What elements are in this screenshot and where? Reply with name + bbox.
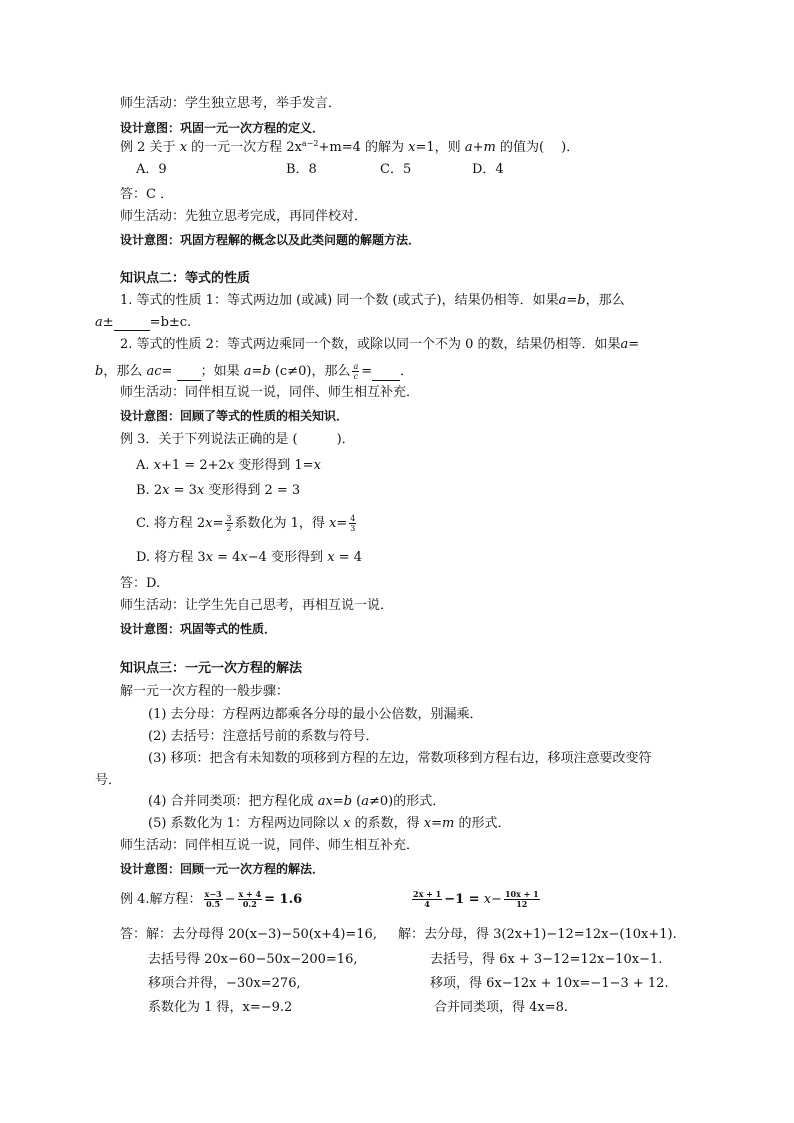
example-2-question <box>120 140 579 157</box>
fill-blank-2[interactable] <box>177 368 201 381</box>
s4-b: b <box>343 794 353 809</box>
ex2-option-a: A．9 <box>136 162 167 177</box>
ex3d-text-e: −4 变形得到 <box>247 550 324 565</box>
solution-left-4: 系数化为 1 得，x=−9.2 <box>148 1000 293 1015</box>
step-1: (1) 去分母：方程两边都乘各分母的最小公倍数，别漏乘． <box>148 707 483 722</box>
ex2-exponent: a−2 <box>301 139 319 148</box>
ex2-text-c: 的一元一次方程 2x <box>191 140 302 155</box>
example-3-question: 例 3．关于下列说法正确的是 ( )． <box>120 432 355 447</box>
equality-property-1-cont <box>95 315 191 331</box>
p2-eq2: = <box>161 364 173 379</box>
s5-eq: = <box>431 816 442 831</box>
ex3d-x2: x <box>240 550 248 565</box>
frac-num: 4 <box>350 514 356 523</box>
ex2-var-x2: x <box>408 140 416 155</box>
p2-text-l: (c≠0)，那么 <box>274 364 351 379</box>
p2-eq4: = <box>361 364 373 379</box>
frac-den: 3 <box>350 524 356 533</box>
p2-eq: = <box>628 337 640 352</box>
p2-var-ac: ac <box>146 364 162 379</box>
p2-fraction-a-over-c <box>352 362 359 381</box>
ex3-option-c <box>136 514 358 533</box>
frac-num: x + 4 <box>238 889 262 899</box>
teacher-student-activity-2: 师生活动：先独立思考完成，再同伴校对． <box>120 209 368 224</box>
p2-var-b: b <box>95 364 104 379</box>
step-3-cont: 号． <box>95 773 122 788</box>
solution-left-2: 去括号得 20x−60−50x−200=16, <box>148 952 358 967</box>
answer-ex3: 答：D. <box>120 576 161 591</box>
ex3-option-b <box>136 483 300 499</box>
ex3-option-d <box>136 550 362 566</box>
ex4-minus-one: −1 = <box>444 892 480 907</box>
ex2-text-a: 例 2 关于 <box>120 140 176 155</box>
teacher-student-activity-4: 师生活动：让学生先自己思考，再相互说一说． <box>120 598 394 613</box>
frac-num: a <box>353 362 359 371</box>
p2-eq3: = <box>251 364 263 379</box>
design-intent-2: 设计意图：巩固方程解的概念以及此类问题的解题方法． <box>120 233 421 247</box>
teacher-student-activity-3: 师生活动：同伴相互说一说，同伴、师生相互补充． <box>120 385 420 400</box>
frac-den: 12 <box>516 899 528 909</box>
p1-eq: = <box>566 293 578 308</box>
ex4-frac-3 <box>412 890 442 909</box>
equality-property-2-cont <box>95 362 413 381</box>
ex4-minus2: − <box>491 892 502 907</box>
step-4 <box>148 794 445 810</box>
ex3c-fraction-3-2 <box>225 514 232 533</box>
ex3c-text-a: C. 将方程 2 <box>136 516 206 531</box>
frac-den: 4 <box>424 899 430 909</box>
p1-pm: ± <box>102 315 114 330</box>
ex2-var-x: x <box>179 140 188 155</box>
design-intent-3: 设计意图：回顾了等式的性质的相关知识． <box>120 409 349 423</box>
steps-intro: 解一元一次方程的一般步骤： <box>120 684 290 699</box>
solution-right-2: 去括号，得 6x + 3−12=12x−10x−1. <box>430 952 663 967</box>
p2-period: ． <box>400 364 414 379</box>
design-intent-5: 设计意图：回顾一元一次方程的解法． <box>120 862 325 876</box>
solution-right-4: 合并同类项，得 4x=8. <box>434 1000 569 1015</box>
ex3c-x: x <box>205 516 213 531</box>
p2-var-a: a <box>620 337 629 352</box>
s5-text-c: 的系数，得 <box>354 816 420 831</box>
frac-den: 0.5 <box>206 899 221 909</box>
p1-var-a2: a <box>95 315 103 330</box>
teacher-student-activity-5: 师生活动：同伴相互说一说，同伴、师生相互补充． <box>120 838 420 853</box>
s4-ax: ax <box>317 794 333 809</box>
s5-text-g: 的形式． <box>458 816 511 831</box>
ex2-expr: a+m <box>464 140 496 155</box>
s5-x: x <box>343 816 351 831</box>
ex3d-text-g: = 4 <box>338 550 362 565</box>
ex4-minus: − <box>224 892 236 907</box>
solution-right-1: 解：去分母，得 3(2x+1)−12=12x−(10x+1). <box>398 927 677 942</box>
ex3c-eq2: = <box>336 516 348 531</box>
ex3b-text-e: 变形得到 2 = 3 <box>208 483 301 498</box>
ex3d-x3: x <box>327 550 335 565</box>
ex3b-x: x <box>162 483 170 498</box>
ex4-rhs-1: = 1.6 <box>264 892 303 907</box>
ex4-frac-1 <box>204 890 223 909</box>
frac-num: x−3 <box>204 889 222 899</box>
step-5 <box>148 816 510 832</box>
ex3a-x: x <box>153 458 162 473</box>
ex2-option-b: B．8 <box>286 162 317 177</box>
p2-text-e: ，那么 <box>103 364 143 379</box>
p1-var-b: b <box>577 293 586 308</box>
s5-m: m <box>441 816 455 831</box>
ex3d-text-c: = 4 <box>217 550 241 565</box>
equality-property-2 <box>120 337 639 353</box>
frac-num: 10x + 1 <box>504 889 539 899</box>
answer-ex2: 答：C ． <box>120 187 174 202</box>
frac-den: 2 <box>226 524 232 533</box>
frac-num: 2x + 1 <box>413 889 442 899</box>
s4-paren: ( <box>356 794 362 809</box>
ex2-text-h: 的值为( )． <box>499 140 580 155</box>
section-title-3: 知识点三：一元一次方程的解法 <box>120 661 303 676</box>
step-2: (2) 去括号：注意括号前的系数与符号． <box>148 729 379 744</box>
ex3b-x2: x <box>196 483 205 498</box>
ex3c-text-d: 系数化为 1，得 <box>234 516 325 531</box>
s4-text-a: (4) 合并同类项：把方程化成 <box>148 794 314 809</box>
p2-var-b2: b <box>262 364 271 379</box>
fill-blank-1[interactable] <box>114 318 150 331</box>
ex3d-text-a: D. 将方程 3 <box>136 550 206 565</box>
p1-text-e: ，那么 <box>585 293 625 308</box>
ex3d-x: x <box>205 550 213 565</box>
ex3-option-a <box>136 458 321 474</box>
solution-left-1: 答：解：去分母得 20(x−3)−50(x+4)=16, <box>120 927 377 942</box>
ex3a-x3: x <box>313 458 321 473</box>
ex2-text-f: =1，则 <box>415 140 461 155</box>
ex4-label: 例 4.解方程： <box>120 892 202 907</box>
solution-left-3: 移项合并得，−30x=276, <box>148 976 301 991</box>
s4-eq: = <box>332 794 344 809</box>
ex4-frac-2 <box>238 890 263 909</box>
p2-text-h: ；如果 <box>200 364 240 379</box>
section-title-2: 知识点二：等式的性质 <box>120 271 251 286</box>
p2-text-a: 2. 等式的性质 2：等式两边乘同一个数，或除以同一个不为 0 的数，结果仍相等．如果 <box>120 337 621 352</box>
p1-text-a: 1. 等式的性质 1：等式两边加 (或减) 同一个数 (或式子)，结果仍相等．如果 <box>120 293 559 308</box>
example-4-equation-1 <box>120 890 302 909</box>
frac-num: 3 <box>226 514 232 523</box>
ex2-option-c: C．5 <box>380 162 412 177</box>
ex3b-text-c: = 3 <box>173 483 197 498</box>
fill-blank-3[interactable] <box>372 368 400 381</box>
design-intent-1: 设计意图：巩固一元一次方程的定义． <box>120 121 325 135</box>
ex3a-label: A. <box>136 458 150 473</box>
s5-x2: x <box>423 816 432 831</box>
ex2-text-d: +m=4 的解为 <box>318 140 405 155</box>
ex3c-eq: = <box>212 516 224 531</box>
frac-den: 0.2 <box>242 899 257 909</box>
example-4-equation-2 <box>410 890 542 909</box>
p2-var-a2: a <box>243 364 252 379</box>
teacher-student-activity-1: 师生活动：学生独立思考，举手发言． <box>120 96 342 111</box>
p1-var-a: a <box>558 293 567 308</box>
frac-den: c <box>353 372 359 381</box>
ex3c-fraction-4-3 <box>349 514 356 533</box>
s4-text-g: ≠0)的形式． <box>369 794 446 809</box>
ex3a-x2: x <box>226 458 235 473</box>
ex3a-text-c: +1 = 2+2 <box>161 458 227 473</box>
p1-text-h: =b±c. <box>149 315 192 330</box>
ex2-option-d: D．4 <box>472 162 504 177</box>
s5-text-a: (5) 系数化为 1：方程两边同除以 <box>148 816 339 831</box>
ex4-x: x <box>483 892 492 907</box>
ex3c-x2: x <box>329 516 337 531</box>
equality-property-1 <box>120 293 625 309</box>
ex3a-text-e: 变形得到 1= <box>238 458 314 473</box>
solution-right-3: 移项，得 6x−12x + 10x=−1−3 + 12. <box>430 976 669 991</box>
ex4-frac-4 <box>504 890 540 909</box>
step-3: (3) 移项：把含有未知数的项移到方程的左边，常数项移到方程右边，移项注意要改变符 <box>148 751 652 766</box>
ex3b-text-a: B. 2 <box>136 483 163 498</box>
design-intent-4: 设计意图：巩固等式的性质． <box>120 622 277 636</box>
s4-a: a <box>361 794 370 809</box>
